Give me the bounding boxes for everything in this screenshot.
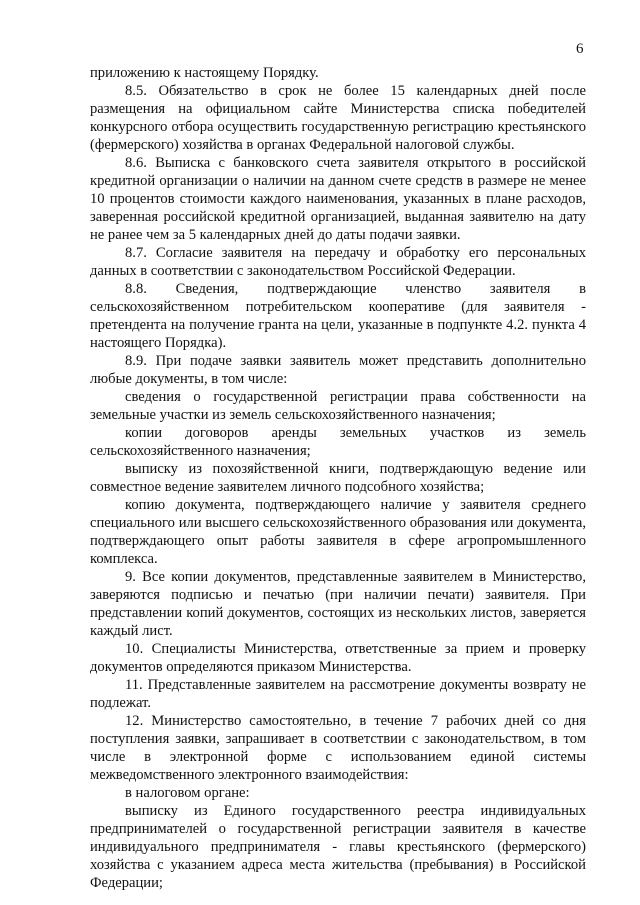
list-item-household-book: выписку из похозяйственной книги, подтверждающую ведение или совместное ведение заявителем личного подсобного хозяйства; xyxy=(90,461,586,495)
list-item-lease-contracts: копии договоров аренды земельных участков из земель сельскохозяйственного назначения; xyxy=(90,425,586,459)
list-heading-tax-authority: в налоговом органе: xyxy=(125,785,250,801)
paragraph-9: 9. Все копии документов, представленные заявителем в Министерство, заверяются подписью и печатью (при наличии печати) заявителя. При представлении копий документов, состоящих из нескольких листов, заверяется каждый лист. xyxy=(90,569,586,639)
list-item-egrip-extract: выписку из Единого государственного реестра индивидуальных предпринимателей о государственной регистрации заявителя в качестве индивидуального предпринимателя - главы крестьянского (фермерского) хозяйства с указанием адреса места жительства (пребывания) в Российской Федерации; xyxy=(90,803,586,891)
paragraph-11: 11. Представленные заявителем на рассмотрение документы возврату не подлежат. xyxy=(90,677,586,711)
list-item-education-document: копию документа, подтверждающего наличие у заявителя среднего специального или высшего сельскохозяйственного образования или документа, подтверждающего опыт работы заявителя в сфере агропромышленного комплекса. xyxy=(90,497,586,567)
paragraph-12: 12. Министерство самостоятельно, в течение 7 рабочих дней со дня поступления заявки, запрашивает в соответствии с законодательством, в том числе в электронной форме с использованием единой системы межведомственного электронного взаимодействия: xyxy=(90,713,586,783)
list-item-land-ownership: сведения о государственной регистрации права собственности на земельные участки из земель сельскохозяйственного назначения; xyxy=(90,389,586,423)
document-body xyxy=(90,64,586,892)
paragraph-8-8: 8.8. Сведения, подтверждающие членство заявителя в сельскохозяйственном потребительском кооперативе (для заявителя - претендента на получение гранта на цели, указанные в подпункте 4.2. пункта 4 настоящего Порядка). xyxy=(90,281,586,351)
paragraph-8-5: 8.5. Обязательство в срок не более 15 календарных дней после размещения на официальном сайте Министерства списка победителей конкурсного отбора осуществить государственную регистрацию крестьянского (фермерского) хозяйства в органах Федеральной налоговой службы. xyxy=(90,83,586,153)
paragraph-8-7: 8.7. Согласие заявителя на передачу и обработку его персональных данных в соответствии с законодательством Российской Федерации. xyxy=(90,245,586,279)
page-number: 6 xyxy=(576,41,584,57)
paragraph-8-9: 8.9. При подаче заявки заявитель может представить дополнительно любые документы, в том числе: xyxy=(90,353,586,387)
paragraph-8-6: 8.6. Выписка с банковского счета заявителя открытого в российской кредитной организации о наличии на данном счете средств в размере не менее 10 процентов стоимости каждого наименования, указанных в плане расходов, заверенная российской кредитной организацией, выданная заявителю на дату не ранее чем за 5 календарных дней до даты подачи заявки. xyxy=(90,155,586,243)
paragraph-continuation: приложению к настоящему Порядку. xyxy=(90,65,319,81)
paragraph-10: 10. Специалисты Министерства, ответственные за прием и проверку документов определяются приказом Министерства. xyxy=(90,641,586,675)
